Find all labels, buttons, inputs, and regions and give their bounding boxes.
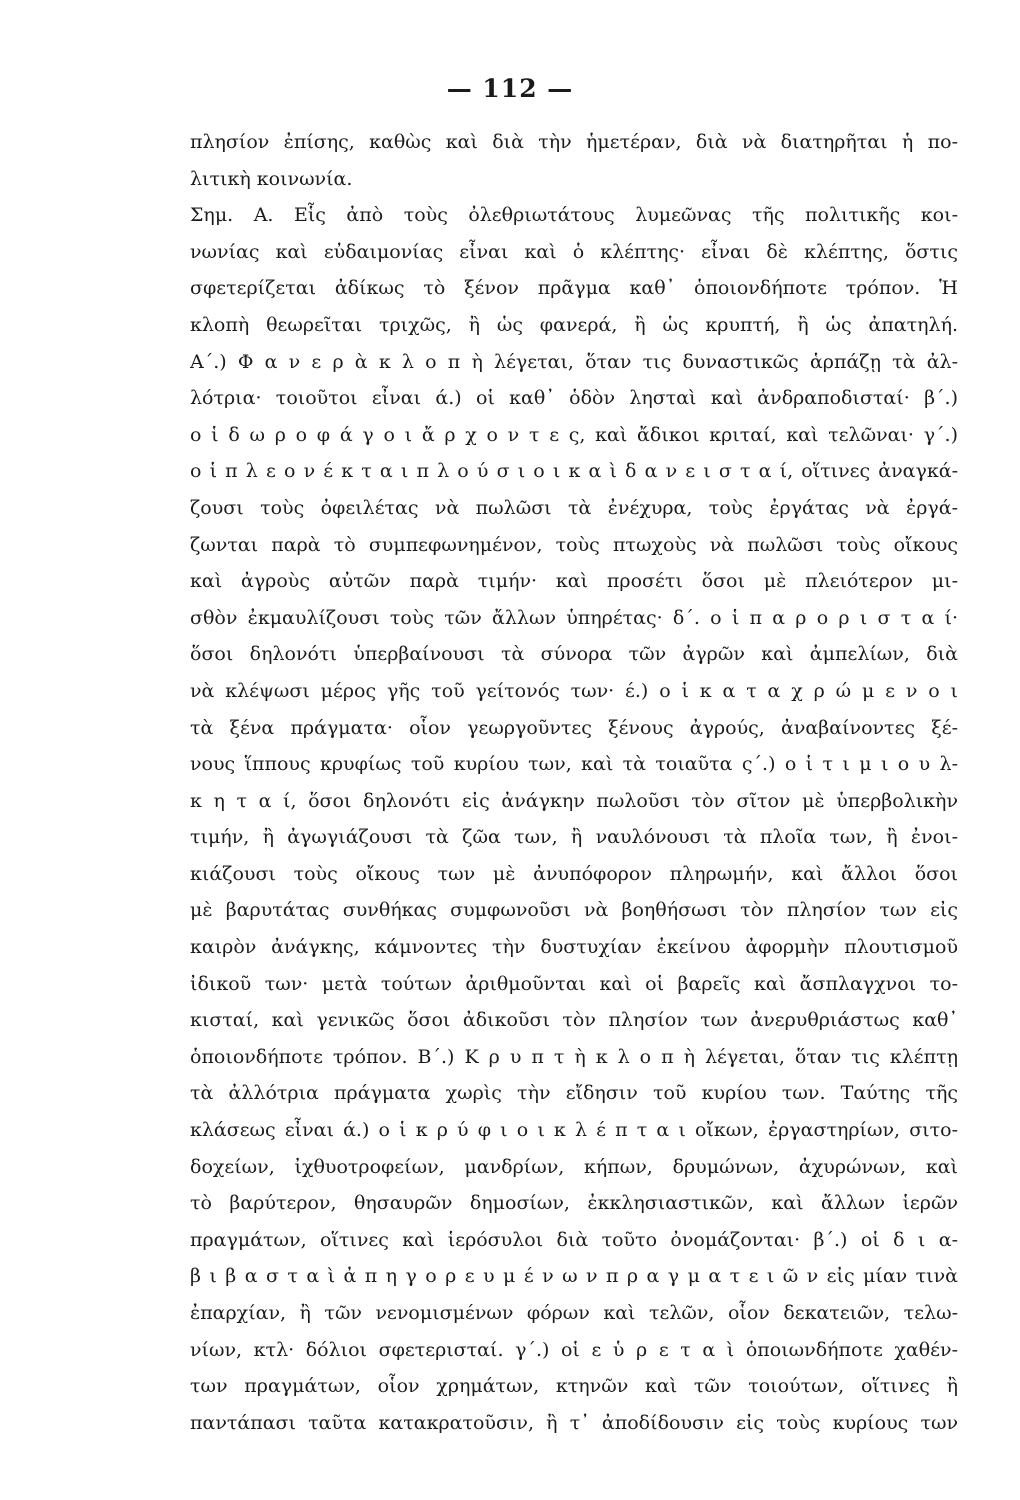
text-line: ζωνται παρὰ τὸ συμπεφωνημένον, τοὺς πτωχοὺς νὰ πωλῶσι τοὺς οἴκους	[190, 533, 958, 556]
text-line: β ι β α σ τ α ὶ ἀ π η γ ο ρ ε υ μ έ ν ω ν π ρ α γ μ α τ ε ι ῶ ν εἰς μίαν τινὰ	[190, 1265, 958, 1288]
text-line: ὁποιονδήποτε τρόπον. Β΄.) Κ ρ υ π τ ὴ κ λ ο π ὴ λέγεται, ὅταν τις κλέπτῃ	[190, 1045, 958, 1068]
text-line: καὶ ἀγροὺς αὐτῶν παρὰ τιμήν· καὶ προσέτι ὅσοι μὲ πλειότερον μι-	[190, 570, 958, 593]
text-line: παντάπασι ταῦτα κατακρατοῦσιν, ἢ τ᾽ ἀποδίδουσιν εἰς τοὺς κυρίους των	[190, 1411, 958, 1434]
text-line: κλάσεως εἶναι ά.) ο ἱ κ ρ ύ φ ι ο ι κ λ έ π τ α ι οἴκων, ἐργαστηρίων, σιτο-	[190, 1119, 958, 1142]
text-line: ζουσι τοὺς ὀφειλέτας νὰ πωλῶσι τὰ ἐνέχυρα, τοὺς ἐργάτας νὰ ἐργά-	[190, 496, 958, 519]
text-line: κ η τ α ί, ὅσοι δηλονότι εἰς ἀνάγκην πωλοῦσι τὸν σῖτον μὲ ὑπερβολικὴν	[190, 789, 958, 812]
text-line: νὰ κλέψωσι μέρος γῆς τοῦ γείτονός των· έ.) ο ἱ κ α τ α χ ρ ώ μ ε ν ο ι	[190, 679, 958, 702]
body-text	[190, 124, 958, 1441]
text-line: καιρὸν ἀνάγκης, κάμνοντες τὴν δυστυχίαν ἐκείνου ἀφορμὴν πλουτισμοῦ	[190, 936, 958, 959]
text-line: πλησίον ἐπίσης, καθὼς καὶ διὰ τὴν ἡμετέραν, διὰ νὰ διατηρῆται ἡ πο-	[190, 131, 958, 153]
text-line: τὰ ξένα πράγματα· οἷον γεωργοῦντες ξένους ἀγρούς, ἀναβαίνοντες ξέ-	[190, 716, 958, 739]
text-line: κλοπὴ θεωρεῖται τριχῶς, ἢ ὡς φανερά, ἢ ὡς κρυπτή, ἢ ὡς ἀπατηλή.	[190, 313, 958, 336]
text-line: πραγμάτων, οἵτινες καὶ ἱερόσυλοι διὰ τοῦτο ὀνομάζονται· β΄.) οἱ δ ι α-	[190, 1228, 958, 1251]
text-line: δοχείων, ἰχθυοτροφείων, μανδρίων, κήπων, δρυμώνων, ἀχυρώνων, καὶ	[190, 1155, 958, 1178]
text-line: τιμήν, ἢ ἀγωγιάζουσι τὰ ζῶα των, ἢ ναυλόνουσι τὰ πλοῖα των, ἢ ἐνοι-	[190, 826, 958, 849]
text-line: ἰδικοῦ των· μετὰ τούτων ἀριθμοῦνται καὶ οἱ βαρεῖς καὶ ἄσπλαγχνοι το-	[190, 972, 958, 995]
text-line: ο ἱ π λ ε ο ν έ κ τ α ι π λ ο ύ σ ι ο ι κ α ὶ δ α ν ε ι σ τ α ί, οἵτινες ἀναγκά-	[190, 460, 958, 483]
text-line: κιάζουσι τοὺς οἴκους των μὲ ἀνυπόφορον πληρωμήν, καὶ ἄλλοι ὅσοι	[190, 862, 958, 885]
text-line: ἐπαρχίαν, ἢ τῶν νενομισμένων φόρων καὶ τελῶν, οἷον δεκατειῶν, τελω-	[190, 1302, 958, 1324]
text-line: κισταί, καὶ γενικῶς ὅσοι ἀδικοῦσι τὸν πλησίον των ἀνερυθριάστως καθ᾽	[190, 1009, 958, 1032]
text-line: τὰ ἀλλότρια πράγματα χωρὶς τὴν εἴδησιν τοῦ κυρίου των. Ταύτης τῆς	[190, 1082, 958, 1105]
text-line: σφετερίζεται ἀδίκως τὸ ξένον πρᾶγμα καθ᾽ ὁποιονδήποτε τρόπον. Ἡ	[190, 277, 958, 300]
text-line: νωνίας καὶ εὐδαιμονίας εἶναι καὶ ὁ κλέπτης· εἶναι δὲ κλέπτης, ὅστις	[190, 240, 958, 263]
text-line: των πραγμάτων, οἷον χρημάτων, κτηνῶν καὶ τῶν τοιούτων, οἵτινες ἢ	[190, 1375, 958, 1398]
text-line: μὲ βαρυτάτας συνθήκας συμφωνοῦσι νὰ βοηθήσωσι τὸν πλησίον των εἰς	[190, 899, 958, 922]
text-line: ὅσοι δηλονότι ὑπερβαίνουσι τὰ σύνορα τῶν ἀγρῶν καὶ ἀμπελίων, διὰ	[190, 643, 958, 666]
text-line: ο ἱ δ ω ρ ο φ ά γ ο ι ἄ ρ χ ο ν τ ε ς, καὶ ἄδικοι κριταί, καὶ τελῶναι· γ΄.)	[190, 423, 958, 446]
text-line: νίων, κτλ· δόλιοι σφετερισταί. γ΄.) οἱ ε ὑ ρ ε τ α ὶ ὁποιωνδήποτε χαθέν-	[190, 1338, 958, 1361]
text-line: Σημ. Α. Εἷς ἀπὸ τοὺς ὀλεθριωτάτους λυμεῶνας τῆς πολιτικῆς κοι-	[190, 204, 958, 227]
text-line: Α΄.) Φ α ν ε ρ ὰ κ λ ο π ὴ λέγεται, ὅταν τις δυναστικῶς ἁρπάζῃ τὰ ἀλ-	[190, 350, 958, 373]
text-line: σθὸν ἐκμαυλίζουσι τοὺς τῶν ἄλλων ὑπηρέτας· δ΄. ο ἱ π α ρ ο ρ ι σ τ α ί·	[190, 606, 958, 629]
text-line: τὸ βαρύτερον, θησαυρῶν δημοσίων, ἐκκλησιαστικῶν, καὶ ἄλλων ἱερῶν	[190, 1192, 958, 1215]
text-line: νους ἵππους κρυφίως τοῦ κυρίου των, καὶ τὰ τοιαῦτα ς΄.) ο ἱ τ ι μ ι ο υ λ-	[190, 753, 958, 776]
text-line: λιτικὴ κοινωνία.	[190, 167, 353, 190]
text-line: λότρια· τοιοῦτοι εἶναι ά.) οἱ καθ᾽ ὁδὸν λησταὶ καὶ ἀνδραποδισταί· β΄.)	[190, 387, 958, 410]
page-number: — 112 —	[446, 74, 574, 103]
